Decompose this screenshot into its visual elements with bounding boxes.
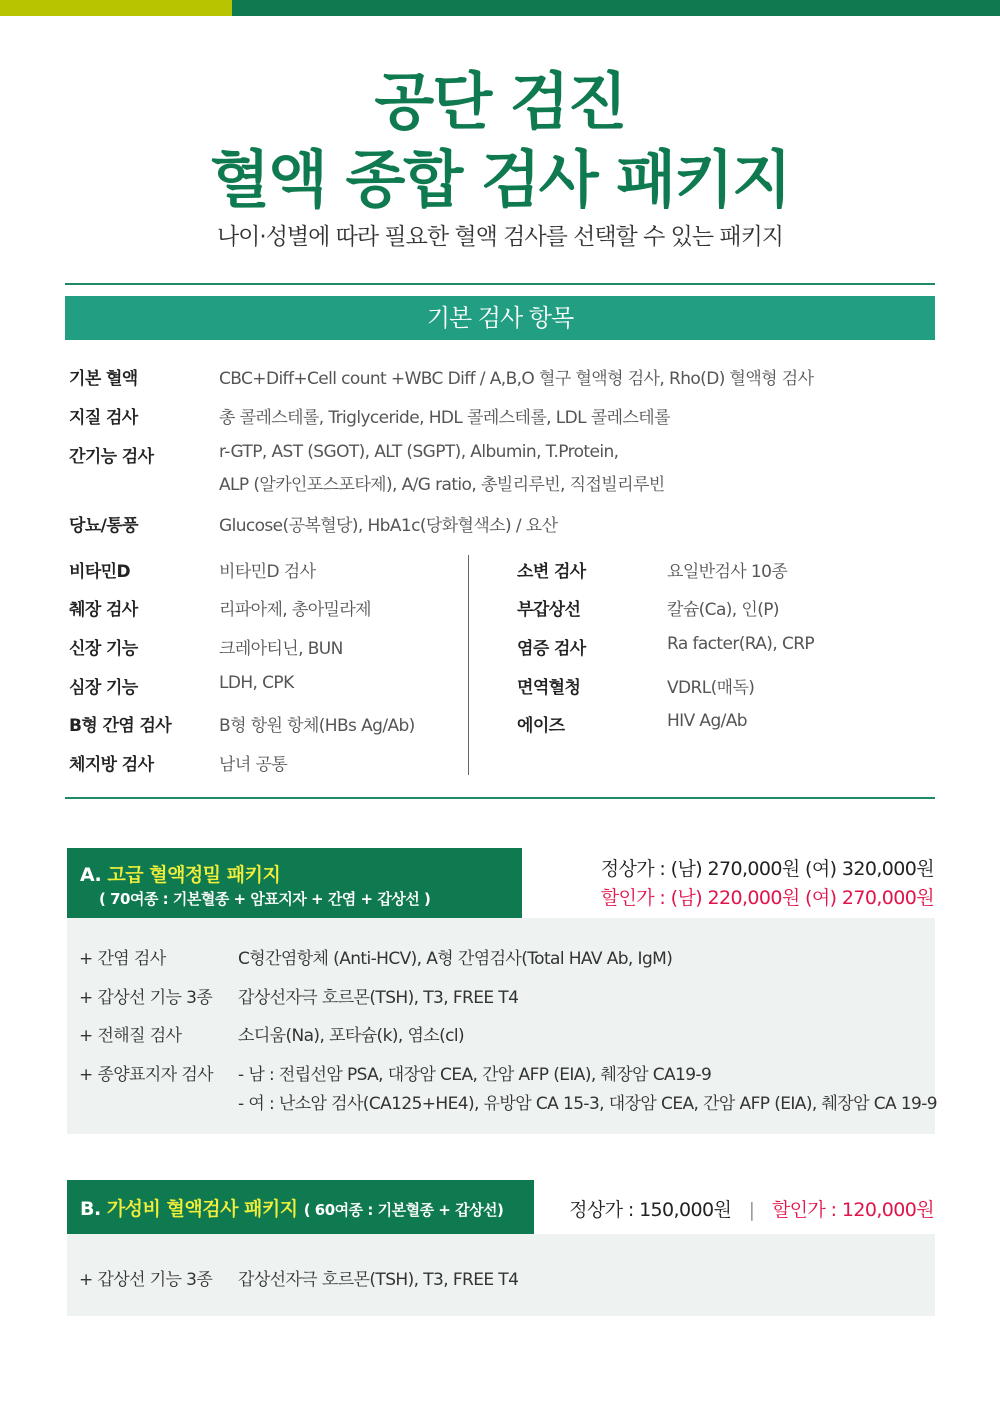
left-col-label: 췌장 검사 (69, 600, 138, 620)
package-a-row-value: 소디움(Na), 포타슘(k), 염소(cl) (238, 1026, 465, 1046)
right-col-value: HIV Ag/Ab (667, 711, 747, 731)
left-col-value: 남녀 공통 (219, 755, 288, 775)
left-col-value: LDH, CPK (219, 673, 294, 693)
package-b-price-line (569, 1195, 934, 1222)
page-title-line2: 혈액 종합 검사 패키지 (210, 143, 790, 216)
package-a-row-value: - 남 : 전립선암 PSA, 대장암 CEA, 간암 AFP (EIA), 췌장암 CA19-9 (238, 1065, 712, 1085)
basic-row-label: 간기능 검사 (69, 447, 154, 467)
left-col-value: 리파아제, 총아밀라제 (219, 600, 372, 620)
package-a-row-label: + 종양표지자 검사 (79, 1065, 214, 1085)
package-b-name: 가성비 혈액검사 패키지 (106, 1198, 298, 1220)
divider-bottom (65, 797, 935, 799)
top-bar-green-segment (232, 0, 1000, 16)
package-b-tab (67, 1180, 534, 1234)
right-col-label: 에이즈 (517, 716, 565, 736)
package-b-subtitle: ( 60여종 : 기본혈종 + 갑상선) (303, 1201, 504, 1219)
price-separator: | (748, 1199, 755, 1221)
left-col-label: 체지방 검사 (69, 755, 154, 775)
package-a-heading (80, 860, 280, 887)
page-subtitle: 나이·성별에 따라 필요한 혈액 검사를 선택할 수 있는 패키지 (216, 224, 784, 250)
package-a-subtitle: ( 70여종 : 기본혈종 + 암표지자 + 간염 + 갑상선 ) (99, 890, 431, 908)
top-bar-lime-segment (0, 0, 232, 16)
right-col-value: Ra facter(RA), CRP (667, 634, 815, 654)
package-a-name: 고급 혈액정밀 패키지 (107, 864, 281, 886)
basic-row-label: 당뇨/통풍 (69, 516, 138, 536)
package-b-prefix: B. (80, 1198, 101, 1220)
package-b-row-value: 갑상선자극 호르몬(TSH), T3, FREE T4 (238, 1270, 519, 1290)
package-b-row-label: + 갑상선 기능 3종 (79, 1270, 213, 1290)
package-a-prefix: A. (80, 864, 102, 886)
left-col-label: 심장 기능 (69, 678, 138, 698)
package-a-row-value: 갑상선자극 호르몬(TSH), T3, FREE T4 (238, 988, 519, 1008)
right-col-label: 염증 검사 (517, 639, 586, 659)
basic-row-value: r-GTP, AST (SGOT), ALT (SGPT), Albumin, T.Protein, (219, 442, 619, 462)
divider-top (65, 283, 935, 285)
left-col-value: 비타민D 검사 (219, 562, 316, 582)
left-col-value: 크레아티닌, BUN (219, 639, 343, 659)
basic-row-value: Glucose(공복혈당), HbA1c(당화혈색소) / 요산 (219, 516, 558, 536)
top-color-bar (0, 0, 1000, 16)
package-a-sale-price: 할인가 : (남) 220,000원 (여) 270,000원 (600, 887, 934, 909)
basic-section-heading: 기본 검사 항목 (65, 296, 935, 340)
basic-row-value: CBC+Diff+Cell count +WBC Diff / A,B,O 혈구 혈액형 검사, Rho(D) 혈액형 검사 (219, 369, 814, 389)
package-a-row-label: + 갑상선 기능 3종 (79, 988, 213, 1008)
package-a-row-value: C형간염항체 (Anti-HCV), A형 간염검사(Total HAV Ab, IgM) (238, 949, 673, 969)
basic-row-label: 기본 혈액 (69, 369, 138, 389)
basic-row-value: 총 콜레스테롤, Triglyceride, HDL 콜레스테롤, LDL 콜레스테롤 (219, 408, 670, 428)
package-a-row-label: + 간염 검사 (79, 949, 166, 969)
package-a-row-label: + 전해질 검사 (79, 1026, 182, 1046)
package-a-row-value-continued: - 여 : 난소암 검사(CA125+HE4), 유방암 CA 15-3, 대장암 CEA, 간암 AFP (EIA), 췌장암 CA 19-9 (238, 1094, 938, 1114)
page-title-line1: 공단 검진 (374, 65, 626, 138)
left-col-label: 신장 기능 (69, 639, 138, 659)
right-col-label: 부갑상선 (517, 600, 581, 620)
right-col-label: 면역혈청 (517, 678, 581, 698)
package-a-regular-price: 정상가 : (남) 270,000원 (여) 320,000원 (600, 858, 934, 880)
package-b-regular-price: 정상가 : 150,000원 (569, 1199, 732, 1221)
right-col-label: 소변 검사 (517, 562, 586, 582)
package-b-sale-price: 할인가 : 120,000원 (771, 1199, 934, 1221)
package-b-heading (80, 1194, 503, 1221)
basic-row-value-continued: ALP (알카인포스포타제), A/G ratio, 총빌리루빈, 직접빌리루빈 (219, 475, 665, 495)
left-col-label: 비타민D (69, 562, 130, 582)
right-col-value: VDRL(매독) (667, 678, 755, 698)
right-col-value: 칼슘(Ca), 인(P) (667, 600, 779, 620)
left-col-label: B형 간염 검사 (69, 716, 172, 736)
left-col-value: B형 항원 항체(HBs Ag/Ab) (219, 716, 415, 736)
package-a-tab (67, 848, 522, 918)
right-col-value: 요일반검사 10종 (667, 562, 788, 582)
basic-row-label: 지질 검사 (69, 408, 138, 428)
column-divider (468, 555, 469, 775)
